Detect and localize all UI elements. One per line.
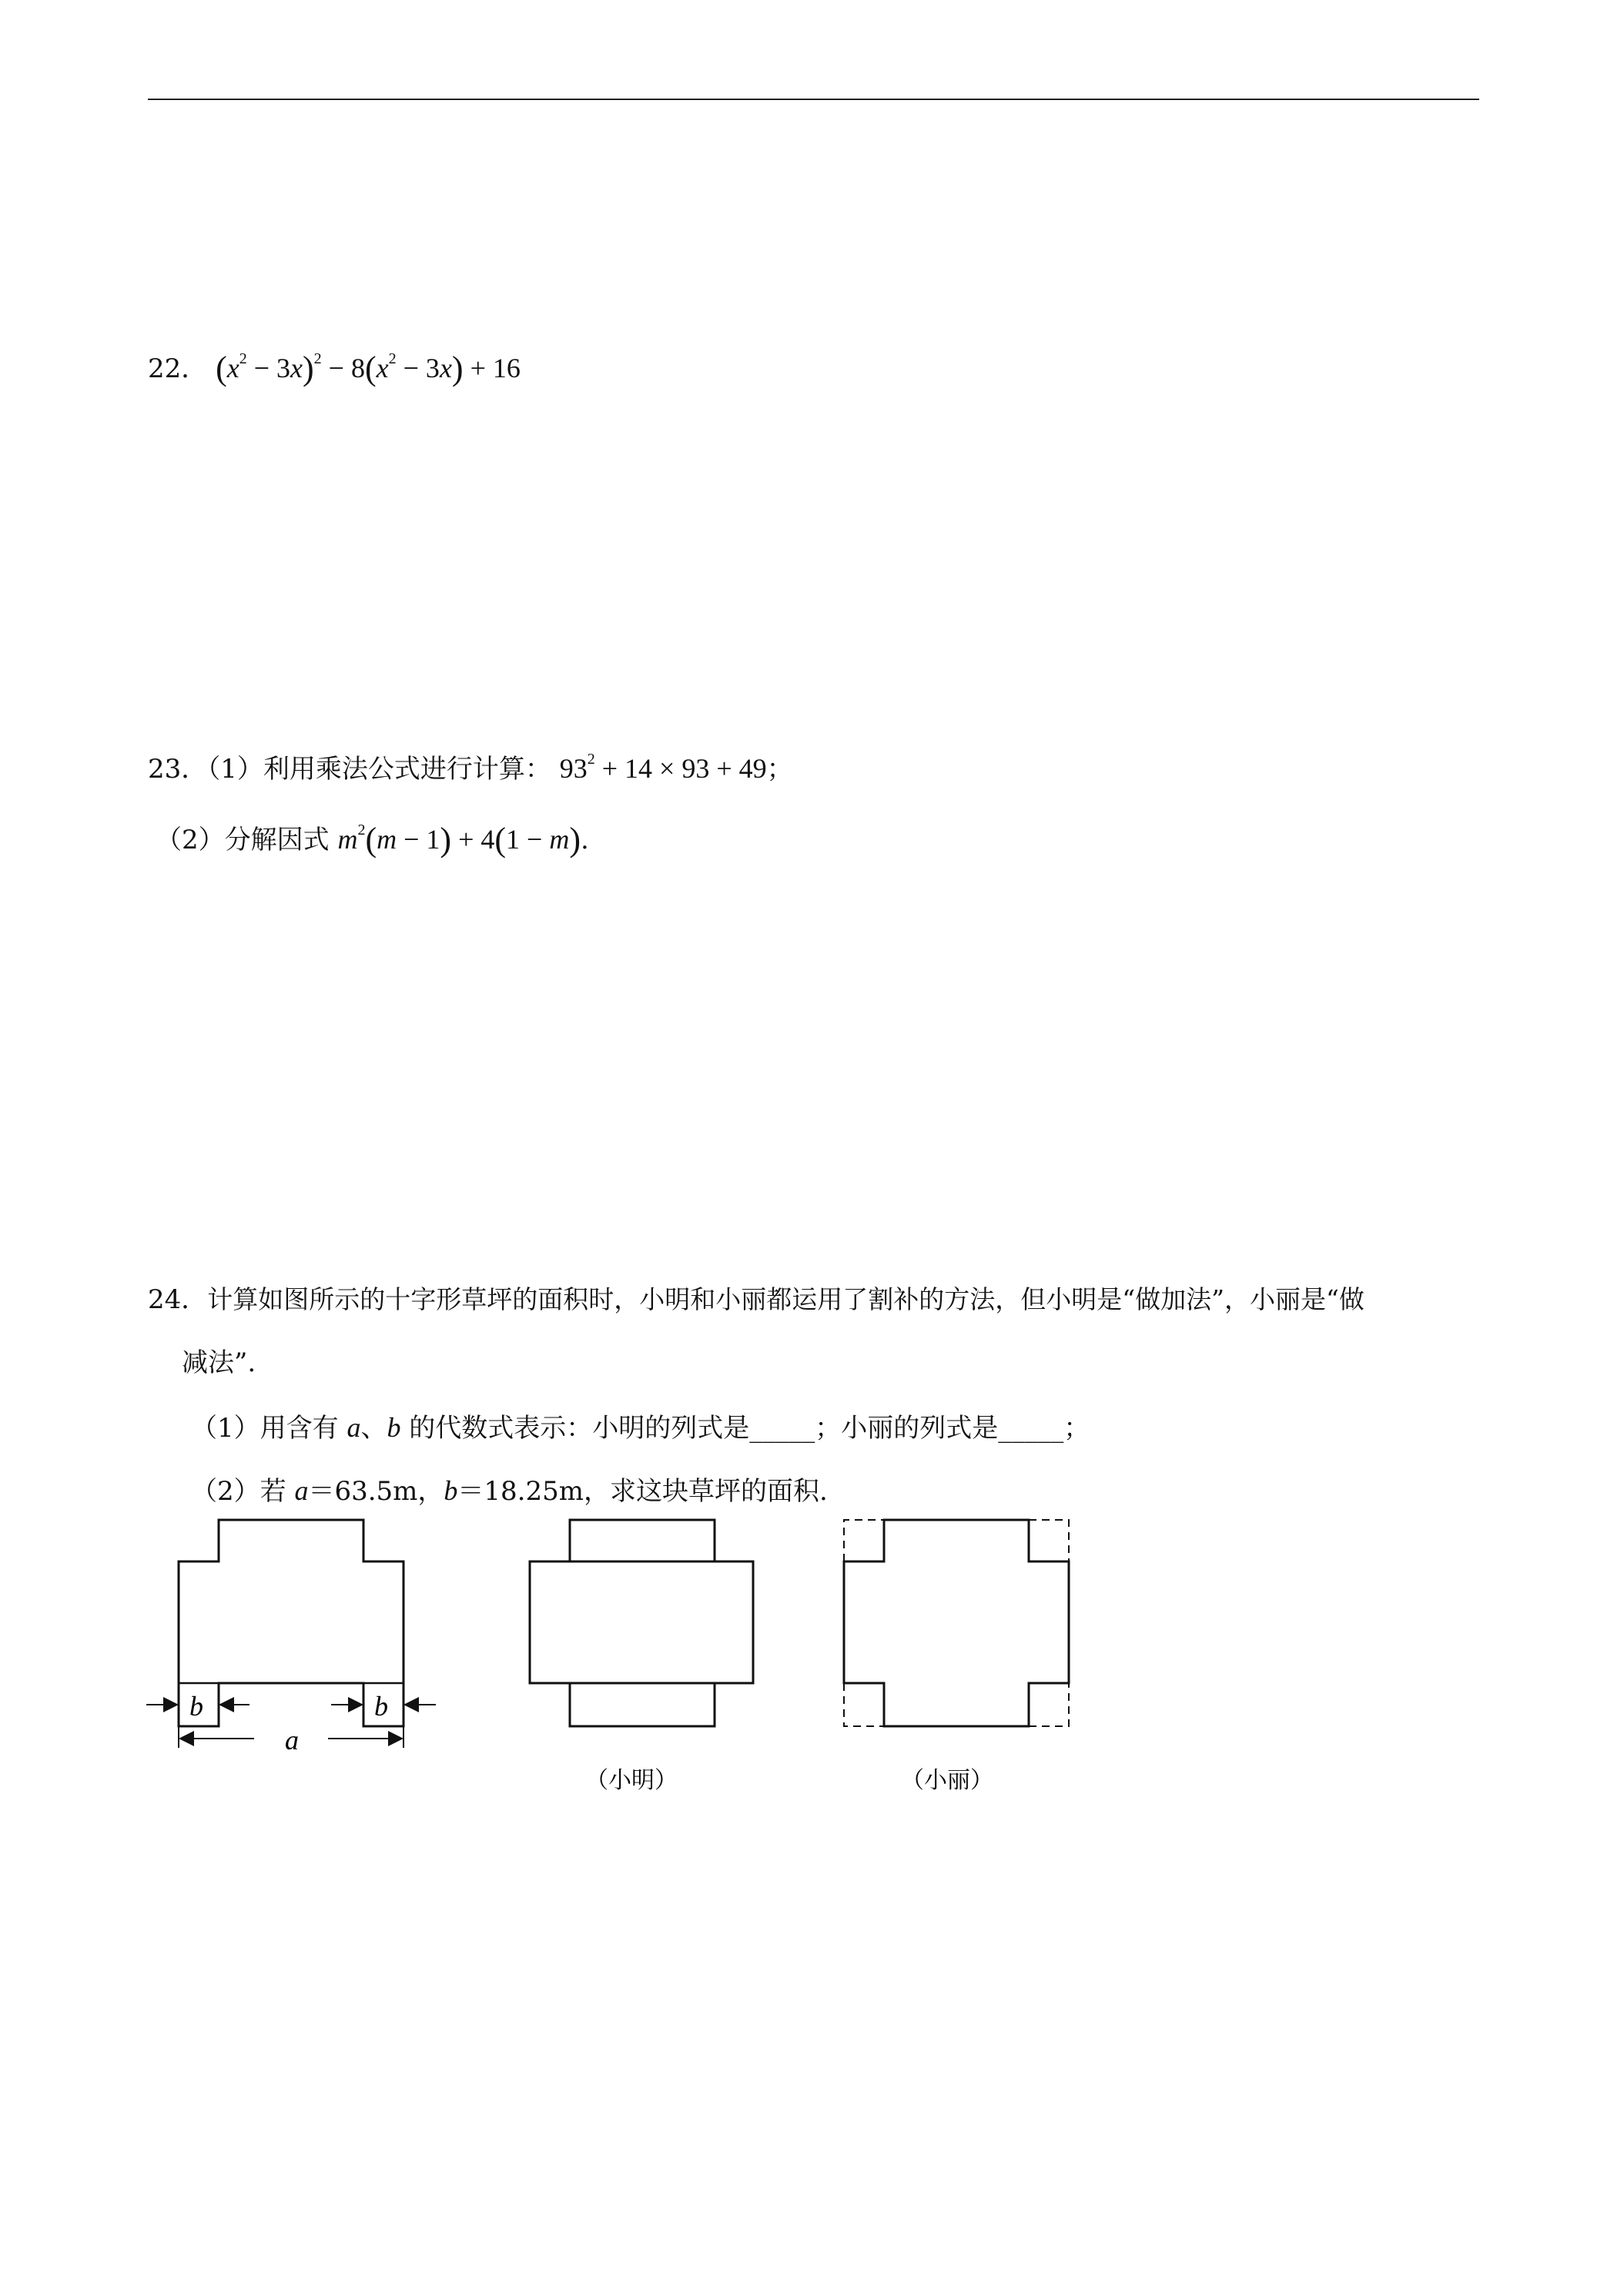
label-a: a bbox=[285, 1725, 299, 1755]
question-23-part1: 23．（1）利用乘法公式进行计算： $93^2 + 14 \times 93 + 49$； bbox=[148, 751, 793, 785]
q22-expression: $(x^2 - 3x)^2 - 8(x^2 - 3x) + 16$ bbox=[216, 350, 521, 387]
question-24-stem: 24．计算如图所示的十字形草坪的面积时，小明和小丽都运用了割补的方法，但小明是“做加法”，小丽是“做 bbox=[148, 1284, 1364, 1315]
header-rule bbox=[148, 99, 1479, 100]
xiaoming-dashed-lines bbox=[570, 1561, 715, 1683]
question-number: 24． bbox=[148, 1284, 208, 1315]
question-23-part2: （2）分解因式 $m^2(m - 1) + 4(1 - m)$. bbox=[156, 821, 589, 858]
question-22 bbox=[148, 350, 521, 387]
label-b-left: b bbox=[189, 1691, 203, 1722]
question-number: 22． bbox=[148, 353, 208, 384]
xiaoli-figure bbox=[844, 1520, 1069, 1726]
question-24-stem-cont: 减法”. bbox=[182, 1347, 256, 1378]
q23-part2-expression: $m^2(m - 1) + 4(1 - m)$ bbox=[337, 821, 581, 858]
label-b-right: b bbox=[374, 1691, 388, 1722]
caption-xiaoli: （小丽） bbox=[901, 1767, 993, 1794]
question-24-part1: （1）用含有 a、b 的代数式表示：小明的列式是_____；小丽的列式是_____； bbox=[191, 1412, 1090, 1444]
caption-xiaoming: （小明） bbox=[585, 1767, 678, 1794]
original-cross-shape bbox=[179, 1520, 403, 1748]
xiaoli-dashed-corners bbox=[844, 1520, 1069, 1726]
question-number: 23． bbox=[148, 754, 208, 785]
question-24-part2: （2）若 a＝63.5m，b＝18.25m，求这块草坪的面积. bbox=[191, 1475, 828, 1507]
q23-part1-expression: $93^2 + 14 \times 93 + 49$ bbox=[559, 751, 767, 784]
cross-lawn-figures bbox=[139, 1509, 1093, 1832]
xiaoming-figure bbox=[530, 1520, 753, 1726]
